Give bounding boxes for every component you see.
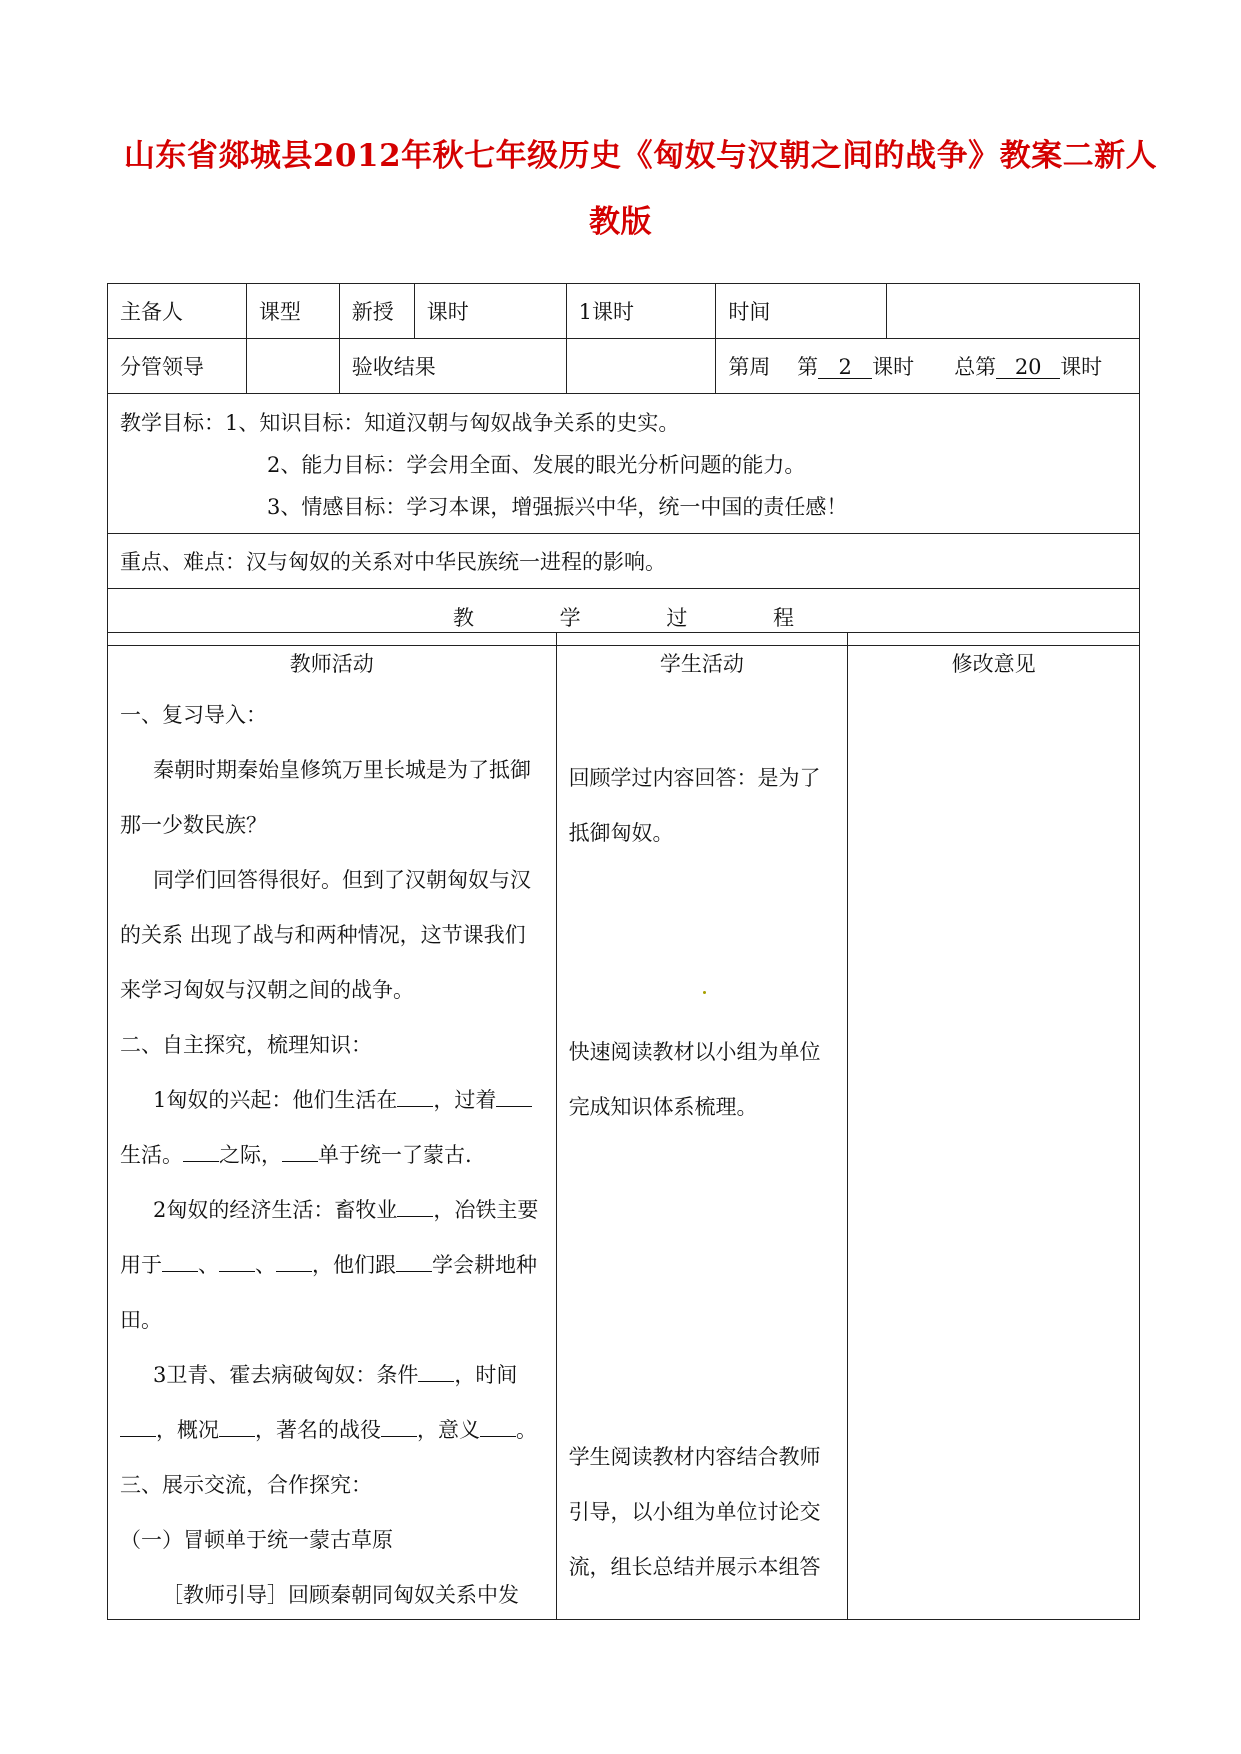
teaching-goals xyxy=(108,394,1140,534)
time-value xyxy=(887,284,1140,339)
teacher-text: 的关系 出现了战与和两种情况，这节课我们 xyxy=(120,923,526,947)
week-lesson-cell xyxy=(716,339,1140,394)
document-title-line2: 教版 xyxy=(589,204,652,240)
question-1-line: 1匈奴的兴起：他们生活在 ，过着 xyxy=(153,1073,550,1127)
lesson-suffix: 课时 xyxy=(872,355,915,379)
section-review: 一、复习导入： xyxy=(120,703,267,727)
document-title-line1: 山东省郯城县2012年秋七年级历史《匈奴与汉朝之间的战争》教案二新人 xyxy=(123,138,1158,174)
week-label: 第周 xyxy=(728,355,771,379)
lesson-prefix: 第 xyxy=(797,355,819,379)
teacher-guide: ［教师引导］回顾秦朝同匈奴关系中发 xyxy=(162,1583,519,1607)
process-char-4: 程 xyxy=(773,606,795,630)
teacher-text: 来学习匈奴与汉朝之间的战争。 xyxy=(120,978,414,1002)
question-1-line: 生活。 之际， 单于统一了蒙古. xyxy=(120,1143,472,1167)
revision-header: 修改意见 xyxy=(951,652,1036,676)
preparer-label: 主备人 xyxy=(108,284,247,339)
hours-label: 课时 xyxy=(414,284,566,339)
goal-ability: 2、能力目标：学会用全面、发展的眼光分析问题的能力。 xyxy=(267,453,806,477)
section-explore: 二、自主探究，梳理知识： xyxy=(120,1033,372,1057)
teacher-activity-column xyxy=(108,633,557,1620)
question-3-line: 3卫青、霍去病破匈奴：条件 ，时间 xyxy=(153,1363,518,1387)
key-points: 重点、难点：汉与匈奴的关系对中华民族统一进程的影响。 xyxy=(108,534,1140,589)
lesson-number: 2 xyxy=(818,356,872,379)
supervisor-value xyxy=(246,339,339,394)
acceptance-value xyxy=(566,339,716,394)
goal-emotion: 3、情感目标：学习本课，增强振兴中华，统一中国的责任感！ xyxy=(267,495,848,519)
hours-value: 1课时 xyxy=(566,284,716,339)
total-prefix: 总第 xyxy=(954,355,997,379)
student-activity-column xyxy=(556,633,848,1620)
process-char-3: 过 xyxy=(666,606,688,630)
lesson-info-table xyxy=(107,283,1140,646)
student-text: 完成知识体系梳理。 xyxy=(568,1095,758,1119)
total-number: 20 xyxy=(996,356,1060,379)
student-text: 引导，以小组为单位讨论交 xyxy=(568,1500,821,1524)
teacher-text: 那一少数民族？ xyxy=(120,813,267,837)
teaching-process-table xyxy=(107,632,1140,1620)
supervisor-label: 分管领导 xyxy=(108,339,247,394)
stray-dot xyxy=(703,991,706,994)
question-2-line: 用于 、 、 ，他们跟 学会耕地种 xyxy=(120,1253,537,1277)
question-2-line: 2匈奴的经济生活：畜牧业 ，冶铁主要 xyxy=(153,1198,539,1222)
question-3-line: ，概况 ，著名的战役 ，意义 。 xyxy=(120,1403,550,1457)
teacher-text: 秦朝时期秦始皇修筑万里长城是为了抵御 xyxy=(153,758,531,782)
student-activity-header: 学生活动 xyxy=(659,652,744,676)
student-text: 快速阅读教材以小组为单位 xyxy=(568,1040,821,1064)
student-text: 流，组长总结并展示本组答 xyxy=(568,1555,821,1579)
student-text: 学生阅读教材内容结合教师 xyxy=(568,1445,821,1469)
acceptance-label: 验收结果 xyxy=(339,339,566,394)
process-char-1: 教 xyxy=(452,606,474,630)
time-label: 时间 xyxy=(716,284,887,339)
question-2-line: 田。 xyxy=(120,1308,162,1332)
teacher-activity-header: 教师活动 xyxy=(289,652,374,676)
revision-column xyxy=(848,633,1140,1620)
goal-knowledge: 教学目标：1、知识目标：知道汉朝与匈奴战争关系的史实。 xyxy=(120,411,680,435)
type-label: 课型 xyxy=(246,284,339,339)
total-suffix: 课时 xyxy=(1060,355,1103,379)
student-text: 回顾学过内容回答：是为了 xyxy=(568,766,821,790)
student-text: 抵御匈奴。 xyxy=(568,821,674,845)
process-char-2: 学 xyxy=(559,606,581,630)
section-discussion: 三、展示交流，合作探究： xyxy=(120,1473,372,1497)
type-value: 新授 xyxy=(339,284,414,339)
subsection-1: （一）冒顿单于统一蒙古草原 xyxy=(120,1528,393,1552)
teacher-text: 同学们回答得很好。但到了汉朝匈奴与汉 xyxy=(153,868,531,892)
